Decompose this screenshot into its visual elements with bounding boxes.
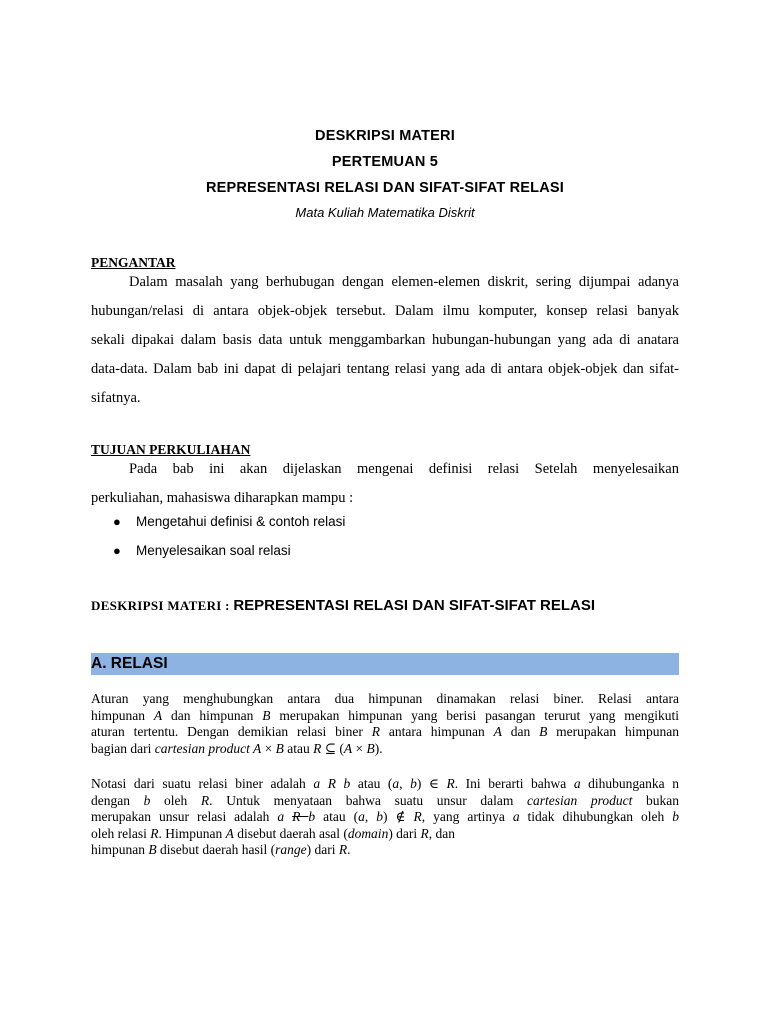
relasi-p2-line: himpunan B disebut daerah hasil (range) dari R. [91, 842, 351, 857]
tujuan-bullet-list [91, 507, 679, 565]
bullet-icon: ● [113, 514, 121, 529]
tujuan-line: perkuliahan, mahasiswa diharapkan mampu : [91, 490, 354, 506]
relasi-p1-line: aturan tertentu. Dengan demikian relasi biner R antara himpunan A dan B merupakan himpunan [91, 724, 679, 739]
list-item: ● Menyelesaikan soal relasi [91, 536, 679, 565]
relasi-p2-line: oleh relasi R. Himpunan A disebut daerah asal (domain) dari R, dan [91, 825, 456, 841]
relasi-paragraph-2 [91, 776, 679, 859]
relasi-p1-line: bagian dari cartesian product A × B atau R ⊆ (A × B). [91, 740, 383, 756]
relasi-p2-line: Notasi dari suatu relasi biner adalah a R b atau (a, b) ∈ R. Ini berarti bahwa a dihubunganka n [91, 776, 679, 791]
pengantar-heading: PENGANTAR [91, 255, 176, 270]
pengantar-line: Dalam masalah yang berhubugan dengan elemen-elemen diskrit, sering dijumpai adanya [129, 274, 679, 290]
header-line-1: DESKRIPSI MATERI [315, 128, 455, 144]
relasi-paragraph-1 [91, 691, 679, 757]
pengantar-line: sekali dipakai dalam basis data untuk menggambarkan hubungan-hubungan yang ada di anatara [91, 332, 679, 348]
tujuan-heading: TUJUAN PERKULIAHAN [91, 442, 251, 457]
list-item: ● Mengetahui definisi & contoh relasi [91, 507, 679, 536]
pengantar-line: hubungan/relasi di antara objek-objek tersebut. Dalam ilmu komputer, konsep relasi banyak [91, 303, 679, 319]
section-a-band [91, 653, 679, 675]
section-a-heading: A. RELASI [91, 655, 168, 672]
bullet-icon: ● [113, 543, 121, 558]
deskripsi-title: REPRESENTASI RELASI DAN SIFAT-SIFAT RELASI [233, 597, 596, 614]
pengantar-line: data-data. Dalam bab ini dapat di pelajari tentang relasi yang ada di antara objek-objek dan sifat- [91, 361, 679, 377]
deskripsi-prefix: DESKRIPSI MATERI : [91, 598, 234, 613]
pengantar-paragraph [91, 268, 679, 413]
header-line-2: PERTEMUAN 5 [331, 154, 439, 170]
tujuan-paragraph [91, 455, 679, 513]
relasi-p2-line: dengan b oleh R. Untuk menyataan bahwa suatu unsur dalam cartesian product bukan [91, 792, 679, 808]
header-subtitle: Mata Kuliah Matematika Diskrit [295, 205, 475, 220]
relasi-p1-line: Aturan yang menghubungkan antara dua himpunan dinamakan relasi biner. Relasi antara [91, 691, 679, 706]
tujuan-line: Pada bab ini akan dijelaskan mengenai definisi relasi Setelah menyelesaikan [129, 461, 679, 477]
pengantar-line: sifatnya. [91, 390, 141, 406]
relasi-p1-line: himpunan A dan himpunan B merupakan himpunan yang berisi pasangan terurut yang mengikuti [91, 707, 679, 723]
deskripsi-materi-heading [91, 597, 595, 615]
header-line-3: REPRESENTASI RELASI DAN SIFAT-SIFAT RELASI [205, 180, 565, 196]
relasi-p2-line: merupakan unsur relasi adalah a R b atau (a, b) ∉ R, yang artinya a tidak dihubungkan oleh b [91, 809, 679, 824]
